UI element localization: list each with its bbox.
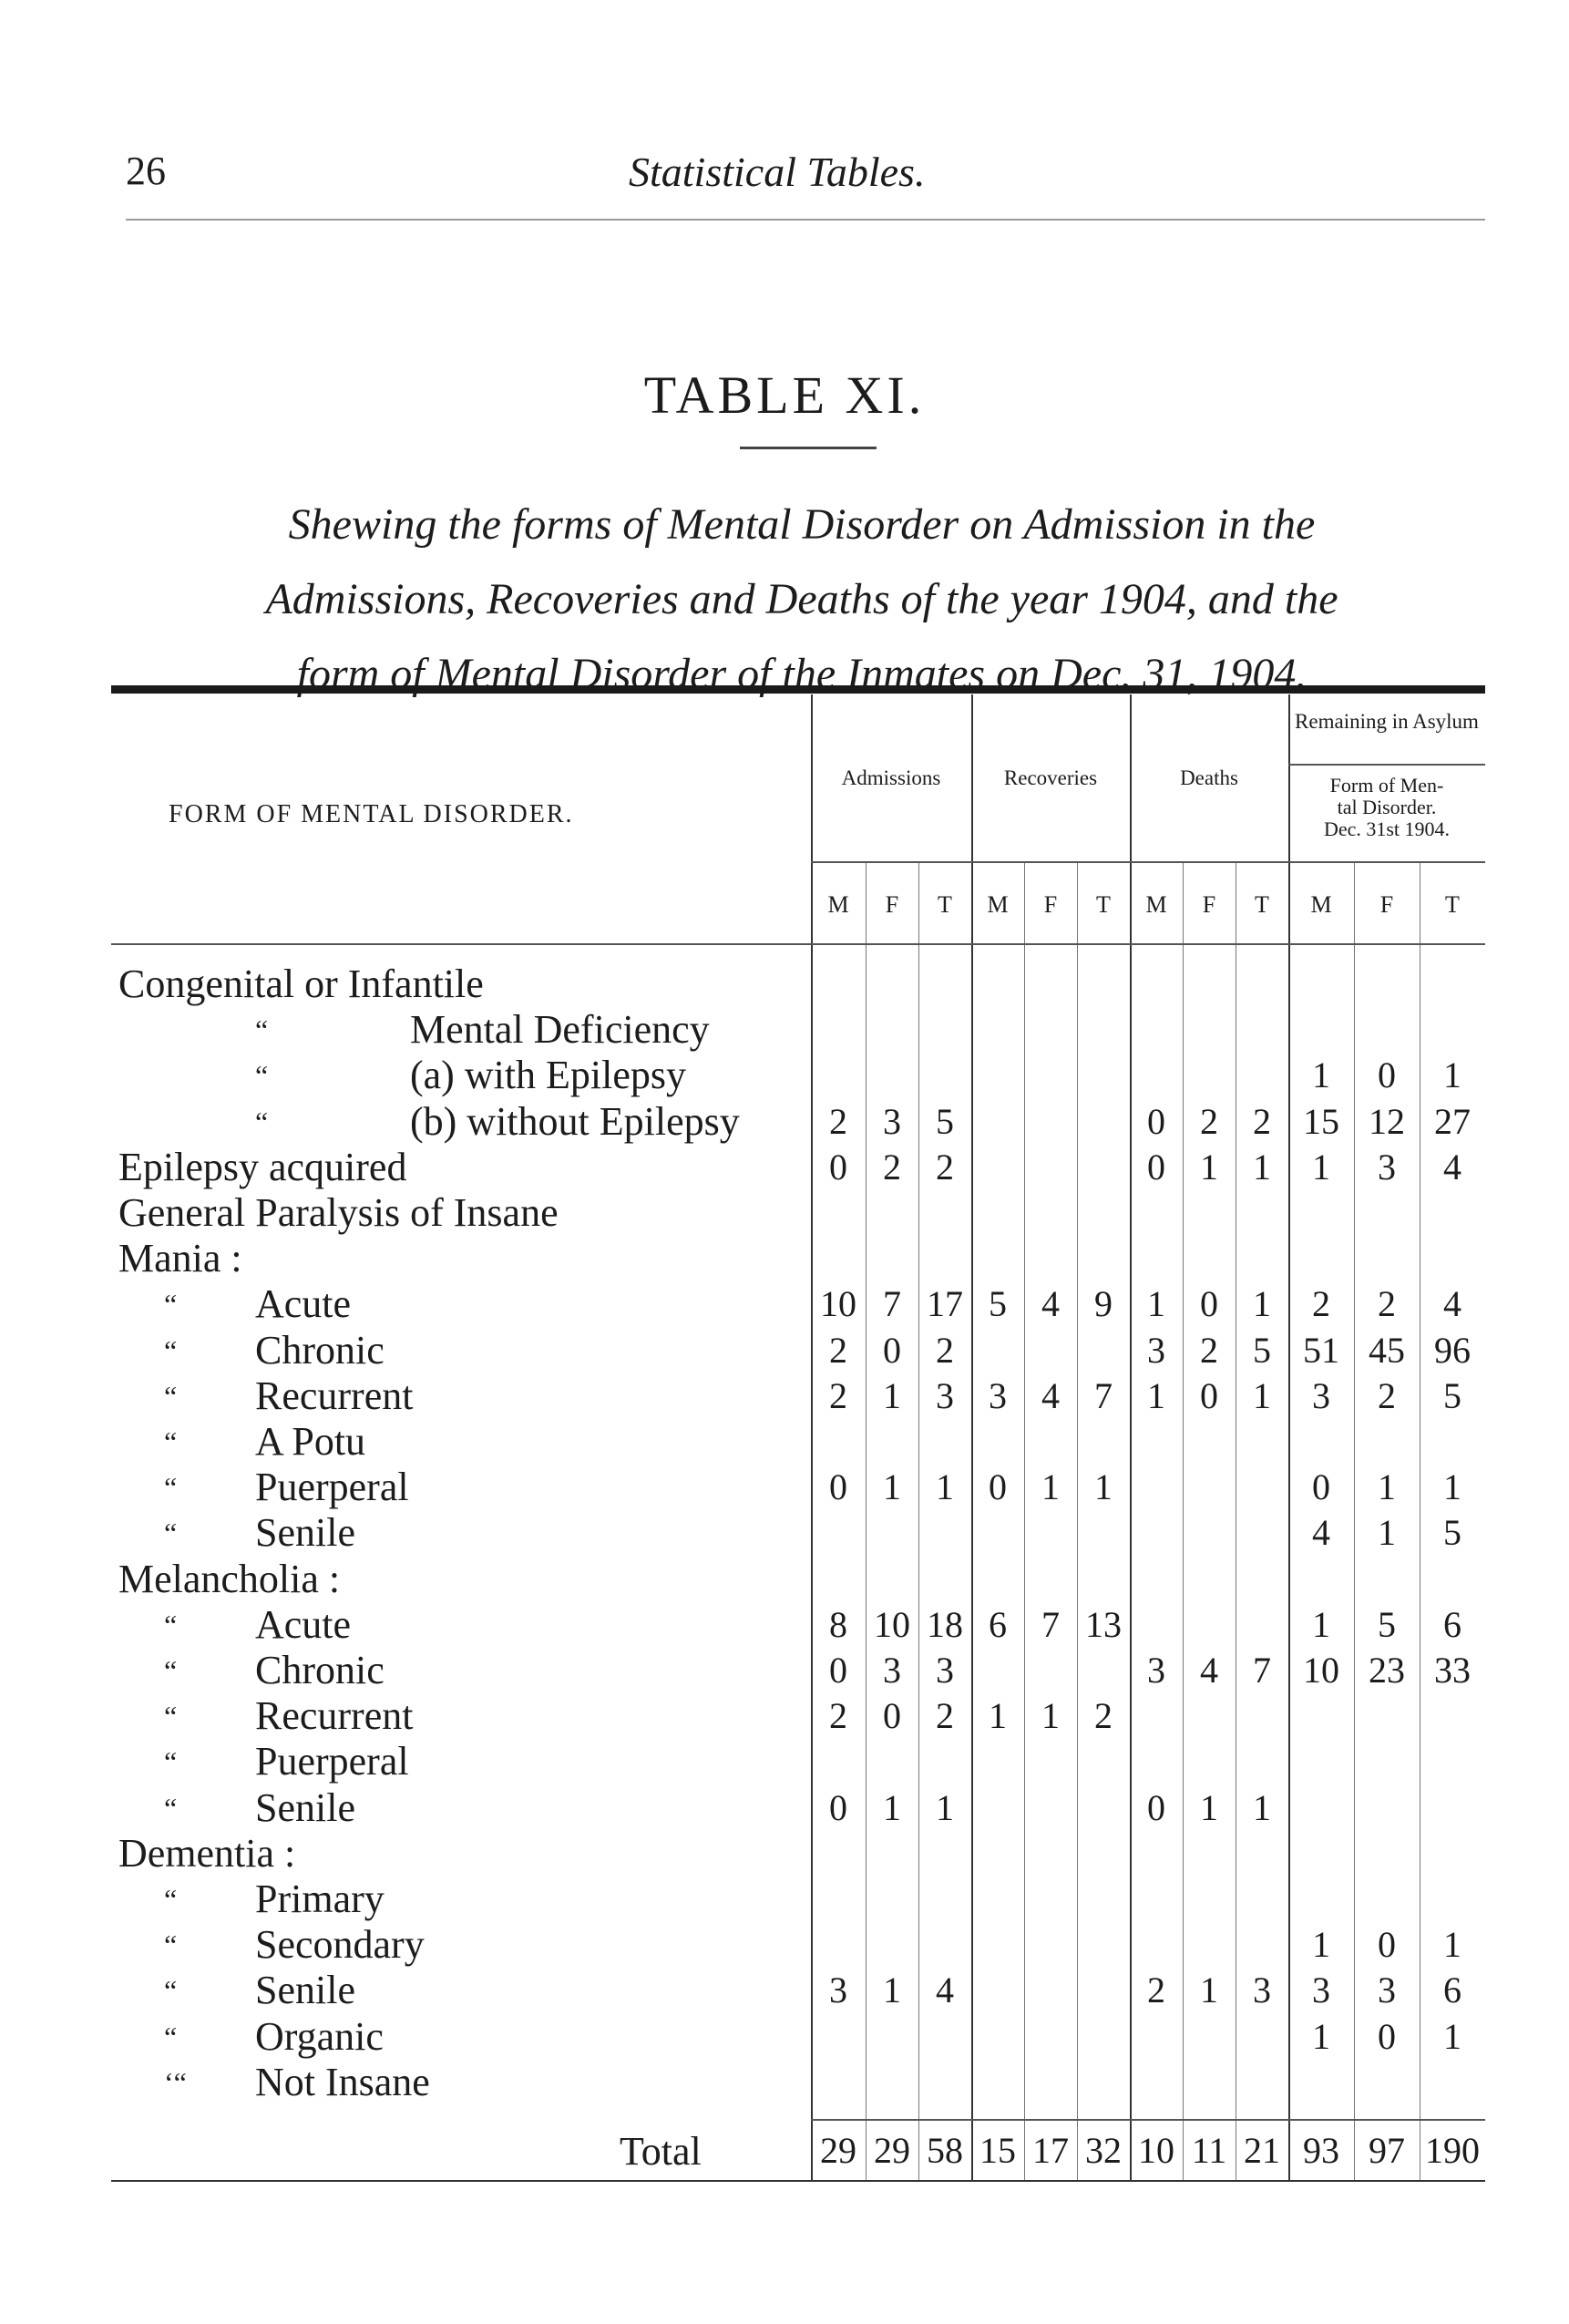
row-label: Acute: [255, 1601, 352, 1647]
page-number: 26: [126, 149, 166, 193]
row-label: Recurrent: [255, 1693, 414, 1739]
table-cell: 51: [1303, 1329, 1339, 1371]
table-cell: 4: [936, 1969, 954, 2011]
table-cell: 1: [1147, 1283, 1165, 1325]
table-cell: 4: [1041, 1283, 1060, 1325]
sub-header-f: F: [1043, 891, 1058, 918]
form-of-disorder-header: FORM OF MENTAL DISORDER.: [169, 800, 574, 828]
row-label: Congenital or Infantile: [118, 961, 484, 1006]
table-cell: 3: [1147, 1329, 1165, 1371]
table-cell: 1: [1200, 1969, 1218, 2011]
subheader-line: tal Disorder.: [1337, 796, 1437, 818]
table-cell: 6: [989, 1603, 1007, 1645]
total-cell: 32: [1085, 2130, 1122, 2171]
table-cell: 1: [1041, 1466, 1060, 1508]
sub-header-m: M: [827, 891, 849, 918]
table-cell: 1: [1312, 2015, 1330, 2057]
table-cell: 1: [883, 1969, 901, 2011]
table-cell: 3: [1147, 1650, 1165, 1691]
row-label: General Paralysis of Insane: [118, 1190, 559, 1235]
table-cell: 2: [1378, 1283, 1396, 1325]
table-cell: 0: [829, 1466, 847, 1508]
total-cell: 11: [1191, 2130, 1227, 2171]
title-rule: [740, 447, 877, 449]
table-cell: 1: [936, 1786, 954, 1828]
ditto-mark: “: [255, 1013, 269, 1047]
header-rule: [126, 219, 1485, 221]
table-caption: [109, 488, 1494, 712]
table-cell: 2: [1094, 1695, 1113, 1737]
subheader-line: Dec. 31st 1904.: [1323, 818, 1451, 840]
table-cell: 0: [1378, 1054, 1396, 1096]
table-cell: 5: [1443, 1374, 1461, 1416]
table-cell: 5: [1443, 1512, 1461, 1554]
table-cell: 0: [1312, 1466, 1330, 1508]
ditto-mark: “: [164, 2020, 178, 2053]
table-cell: 45: [1369, 1329, 1405, 1371]
total-cell: 190: [1425, 2130, 1480, 2171]
sub-header-m: M: [987, 891, 1009, 918]
table-cell: 0: [829, 1786, 847, 1828]
table-cell: 2: [1378, 1374, 1396, 1416]
table-cell: 9: [1094, 1283, 1113, 1325]
table-cell: 5: [936, 1100, 954, 1142]
table-cell: 12: [1369, 1100, 1405, 1142]
table-cell: 1: [883, 1374, 901, 1416]
ditto-mark: “: [164, 1928, 178, 1962]
row-label: Senile: [255, 1784, 355, 1830]
table-cell: 1: [1378, 1466, 1396, 1508]
running-title: Statistical Tables.: [629, 149, 926, 195]
table-cell: 1: [1253, 1786, 1271, 1828]
sub-header-f: F: [885, 891, 899, 918]
table-cell: 3: [936, 1650, 954, 1691]
table-cell: 2: [936, 1146, 954, 1188]
table-cell: 3: [1253, 1969, 1271, 2011]
table-cell: 7: [883, 1283, 901, 1325]
caption-line: Admissions, Recoveries and Deaths of the year 1904, and the: [265, 575, 1338, 623]
table-cell: 23: [1369, 1650, 1405, 1691]
table-cell: 0: [1378, 2015, 1396, 2057]
row-label: Puerperal: [255, 1739, 409, 1784]
total-cell: 17: [1032, 2130, 1069, 2171]
total-cell: 58: [927, 2130, 963, 2171]
table-cell: 2: [936, 1695, 954, 1737]
table-cell: 8: [829, 1603, 847, 1645]
sub-header-m: M: [1145, 891, 1167, 918]
table-cell: 1: [1443, 1924, 1461, 1966]
ditto-mark: “: [164, 1700, 178, 1733]
table-cell: 1: [1253, 1374, 1271, 1416]
table-cell: 3: [883, 1650, 901, 1691]
ditto-mark: “: [164, 1288, 178, 1321]
table-cell: 1: [1200, 1786, 1218, 1828]
deaths-header: Deaths: [1180, 766, 1238, 789]
table-cell: 1: [1443, 1466, 1461, 1508]
ditto-mark: “: [164, 1745, 178, 1779]
table-cell: 13: [1085, 1603, 1122, 1645]
ditto-mark: “: [164, 1379, 178, 1413]
table-cell: 0: [989, 1466, 1007, 1508]
table-cell: 2: [829, 1695, 847, 1737]
ditto-mark: “: [164, 1791, 178, 1825]
table-cell: 0: [883, 1329, 901, 1371]
table-cell: 0: [1147, 1786, 1165, 1828]
table-cell: 1: [1041, 1695, 1060, 1737]
row-rule: [111, 943, 1485, 945]
ditto-mark: “: [164, 1333, 178, 1367]
table-cell: 18: [927, 1603, 963, 1645]
row-label: Chronic: [255, 1327, 385, 1373]
row-label: Melancholia :: [118, 1556, 341, 1601]
total-cell: 21: [1244, 2130, 1280, 2171]
table-cell: 4: [1041, 1374, 1060, 1416]
row-rule: [811, 2119, 1485, 2121]
row-label: (b) without Epilepsy: [410, 1098, 740, 1144]
table-cell: 1: [1312, 1146, 1330, 1188]
table-cell: 0: [1147, 1146, 1165, 1188]
table-cell: 3: [936, 1374, 954, 1416]
row-rule: [811, 861, 1485, 863]
ditto-mark: “: [255, 1105, 269, 1138]
table-cell: 10: [820, 1283, 856, 1325]
table-cell: 27: [1434, 1100, 1471, 1142]
row-label: Senile: [255, 1968, 355, 2013]
table-cell: 2: [829, 1100, 847, 1142]
table-cell: 2: [1147, 1969, 1165, 2011]
ditto-mark: “: [164, 1974, 178, 2008]
table-cell: 5: [1253, 1329, 1271, 1371]
table-cell: 10: [1303, 1650, 1339, 1691]
sub-header-t: T: [938, 891, 952, 918]
table-cell: 2: [883, 1146, 901, 1188]
table-cell: 1: [1147, 1374, 1165, 1416]
table-cell: 3: [1312, 1374, 1330, 1416]
table-cell: 1: [1253, 1146, 1271, 1188]
admissions-header: Admissions: [841, 766, 941, 789]
table-cell: 1: [883, 1466, 901, 1508]
row-label: Epilepsy acquired: [118, 1144, 407, 1189]
table-cell: 1: [1200, 1146, 1218, 1188]
row-label: Senile: [255, 1510, 355, 1556]
table-cell: 0: [1378, 1924, 1396, 1966]
table-cell: 33: [1434, 1650, 1471, 1691]
table-cell: 6: [1443, 1969, 1461, 2011]
table-cell: 1: [1312, 1924, 1330, 1966]
table-cell: 10: [874, 1603, 910, 1645]
sub-header-t: T: [1255, 891, 1269, 918]
row-label: Recurrent: [255, 1373, 414, 1418]
row-rule: [1288, 764, 1485, 766]
row-label: Acute: [255, 1281, 352, 1327]
table-cell: 4: [1200, 1650, 1218, 1691]
total-label: Total: [620, 2129, 702, 2174]
table-cell: 96: [1434, 1329, 1471, 1371]
sub-header-m: M: [1310, 891, 1332, 918]
ditto-mark: “: [164, 1883, 178, 1916]
table-cell: 2: [1253, 1100, 1271, 1142]
table-title: TABLE XI.: [643, 365, 926, 425]
ditto-mark: “: [255, 1059, 269, 1093]
ditto-mark: “: [164, 1608, 178, 1641]
ditto-mark: “: [164, 1517, 178, 1550]
table-cell: 1: [1094, 1466, 1113, 1508]
row-label: Not Insane: [255, 2059, 430, 2104]
row-label: (a) with Epilepsy: [410, 1053, 687, 1098]
table-top-rule: [111, 685, 1485, 694]
table-cell: 1: [1312, 1603, 1330, 1645]
table-cell: 0: [1147, 1100, 1165, 1142]
ditto-mark: “: [164, 1654, 178, 1687]
sub-header-f: F: [1379, 891, 1394, 918]
total-cell: 93: [1303, 2130, 1339, 2171]
table-cell: 1: [1253, 1283, 1271, 1325]
table-cell: 3: [829, 1969, 847, 2011]
form-of-disorder-subheader: [1288, 775, 1485, 840]
table-cell: 2: [1312, 1283, 1330, 1325]
table-cell: 4: [1443, 1283, 1461, 1325]
running-head: [0, 148, 1569, 202]
table-cell: 3: [1378, 1969, 1396, 2011]
total-cell: 29: [874, 2130, 910, 2171]
table-cell: 2: [936, 1329, 954, 1371]
row-label: Mania :: [118, 1236, 242, 1281]
table-cell: 2: [1200, 1329, 1218, 1371]
table-cell: 6: [1443, 1603, 1461, 1645]
caption-line: Shewing the forms of Mental Disorder on Admission in the: [288, 500, 1316, 549]
table-cell: 1: [1312, 1054, 1330, 1096]
table-cell: 17: [927, 1283, 963, 1325]
row-label: Dementia :: [118, 1830, 296, 1876]
table-cell: 5: [989, 1283, 1007, 1325]
table-cell: 1: [1443, 2015, 1461, 2057]
recoveries-header: Recoveries: [1003, 766, 1098, 789]
table-cell: 0: [829, 1650, 847, 1691]
table-cell: 3: [989, 1374, 1007, 1416]
row-label: Chronic: [255, 1648, 385, 1692]
table-cell: 1: [989, 1695, 1007, 1737]
table-cell: 4: [1443, 1146, 1461, 1188]
table-cell: 7: [1041, 1603, 1060, 1645]
table-cell: 0: [1200, 1374, 1218, 1416]
ditto-mark: “: [164, 1425, 178, 1458]
table-cell: 4: [1312, 1512, 1330, 1554]
table-cell: 15: [1303, 1100, 1339, 1142]
table-cell: 3: [1378, 1146, 1396, 1188]
ditto-mark: ‘“: [164, 2065, 187, 2099]
table-cell: 2: [829, 1374, 847, 1416]
table-cell: 1: [1443, 1054, 1461, 1096]
table-cell: 7: [1253, 1650, 1271, 1691]
row-label: Puerperal: [255, 1465, 409, 1510]
table-cell: 3: [1312, 1969, 1330, 2011]
sub-header-t: T: [1445, 891, 1460, 918]
caption-line: form of Mental Disorder of the Inmates on Dec. 31, 1904.: [296, 650, 1308, 698]
table-cell: 1: [1378, 1512, 1396, 1554]
total-cell: 15: [979, 2130, 1016, 2171]
total-cell: 97: [1369, 2130, 1405, 2171]
table-cell: 7: [1094, 1374, 1113, 1416]
sub-header-f: F: [1202, 891, 1216, 918]
sub-header-t: T: [1096, 891, 1111, 918]
remaining-in-asylum-header: Remaining in Asylum: [1295, 710, 1479, 733]
column-rule: [1077, 861, 1078, 2180]
table-cell: 0: [883, 1695, 901, 1737]
row-label: A Potu: [255, 1419, 366, 1464]
table-cell: 1: [883, 1786, 901, 1828]
row-label: Mental Deficiency: [410, 1007, 710, 1053]
table-cell: 3: [883, 1100, 901, 1142]
table-bottom-rule: [111, 2180, 1485, 2182]
table-cell: 2: [1200, 1100, 1218, 1142]
table-cell: 2: [829, 1329, 847, 1371]
column-rule: [1024, 861, 1025, 2180]
ditto-mark: “: [164, 1471, 178, 1505]
subheader-line: Form of Men-: [1329, 774, 1444, 797]
table-cell: 0: [1200, 1283, 1218, 1325]
total-cell: 10: [1138, 2130, 1174, 2171]
row-label: Organic: [255, 2013, 384, 2059]
table-cell: 0: [829, 1146, 847, 1188]
table-cell: 5: [1378, 1603, 1396, 1645]
row-label: Primary: [255, 1877, 385, 1921]
total-cell: 29: [820, 2130, 856, 2171]
table-cell: 1: [936, 1466, 954, 1508]
row-label: Secondary: [255, 1922, 425, 1968]
